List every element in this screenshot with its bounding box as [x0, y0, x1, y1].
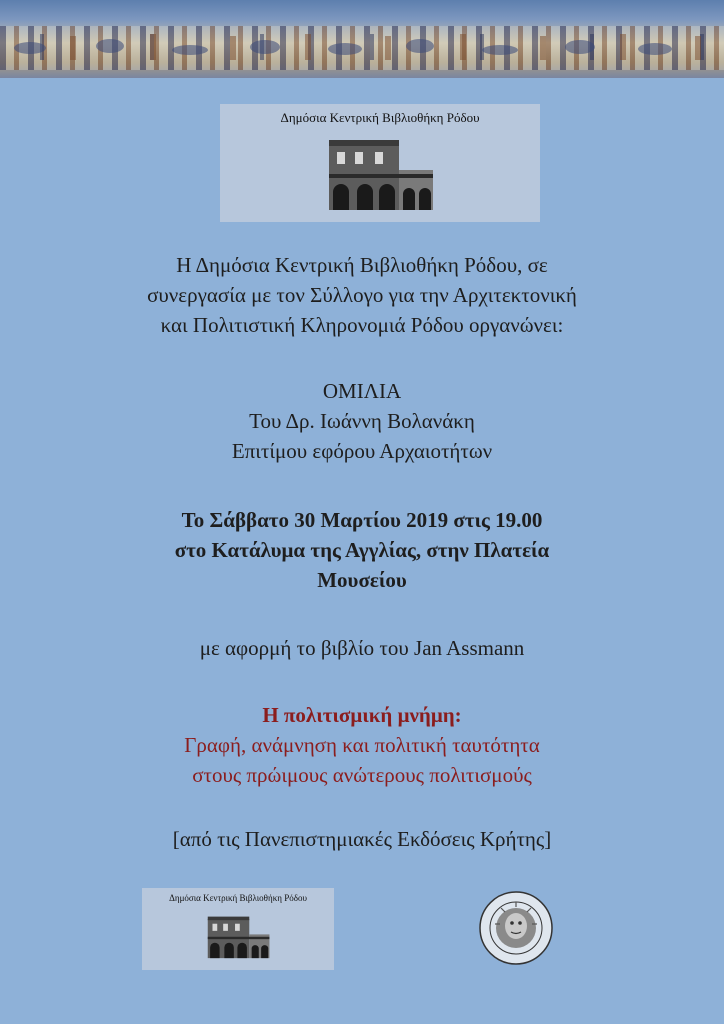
- talk-speaker-role: Επιτίμου εφόρου Αρχαιοτήτων: [231, 439, 493, 463]
- event-date: Το Σάββατο 30 Μαρτίου 2019 στις 19.00: [181, 508, 543, 532]
- event-location-1: στο Κατάλυμα της Αγγλίας, στην Πλατεία: [174, 538, 550, 562]
- library-logo-top: [220, 104, 540, 222]
- book-title-block: [40, 700, 684, 790]
- talk-block: [40, 376, 684, 466]
- publisher-text: [40, 824, 684, 854]
- intro-text: [40, 250, 684, 340]
- library-building-icon: [321, 130, 439, 212]
- publisher-line: [από τις Πανεπιστημιακές Εκδόσεις Κρήτης]: [172, 827, 552, 851]
- intro-line-3: και Πολιτιστική Κληρονομιά Ρόδου οργανώνει:: [160, 313, 564, 337]
- occasion-text: [40, 633, 684, 663]
- library-logo-bottom: [142, 888, 334, 970]
- event-date-location: [40, 505, 684, 595]
- library-logo-title: Δημόσια Κεντρική Βιβλιοθήκη Ρόδου: [280, 110, 480, 125]
- library-logo-title-small: Δημόσια Κεντρική Βιβλιοθήκη Ρόδου: [169, 893, 307, 903]
- decorative-frieze: [0, 0, 724, 78]
- book-subtitle-1: Γραφή, ανάμνηση και πολιτική ταυτότητα: [184, 733, 540, 757]
- event-location-2: Μουσείου: [317, 568, 407, 592]
- book-title: Η πολιτισμική μνήμη:: [262, 703, 462, 727]
- talk-heading: ΟΜΙΛΙΑ: [322, 379, 402, 403]
- intro-line-2: συνεργασία με τον Σύλλογο για την Αρχιτεκτονική: [147, 283, 577, 307]
- frieze-figures-icon: [0, 0, 724, 78]
- association-seal-icon: [478, 890, 554, 966]
- occasion-line: με αφορμή το βιβλίο του Jan Assmann: [199, 636, 525, 660]
- library-building-small-icon: [203, 907, 273, 963]
- talk-speaker: Του Δρ. Ιωάννη Βολανάκη: [249, 409, 475, 433]
- book-subtitle-2: στους πρώιμους ανώτερους πολιτισμούς: [192, 763, 532, 787]
- intro-line-1: Η Δημόσια Κεντρική Βιβλιοθήκη Ρόδου, σε: [176, 253, 548, 277]
